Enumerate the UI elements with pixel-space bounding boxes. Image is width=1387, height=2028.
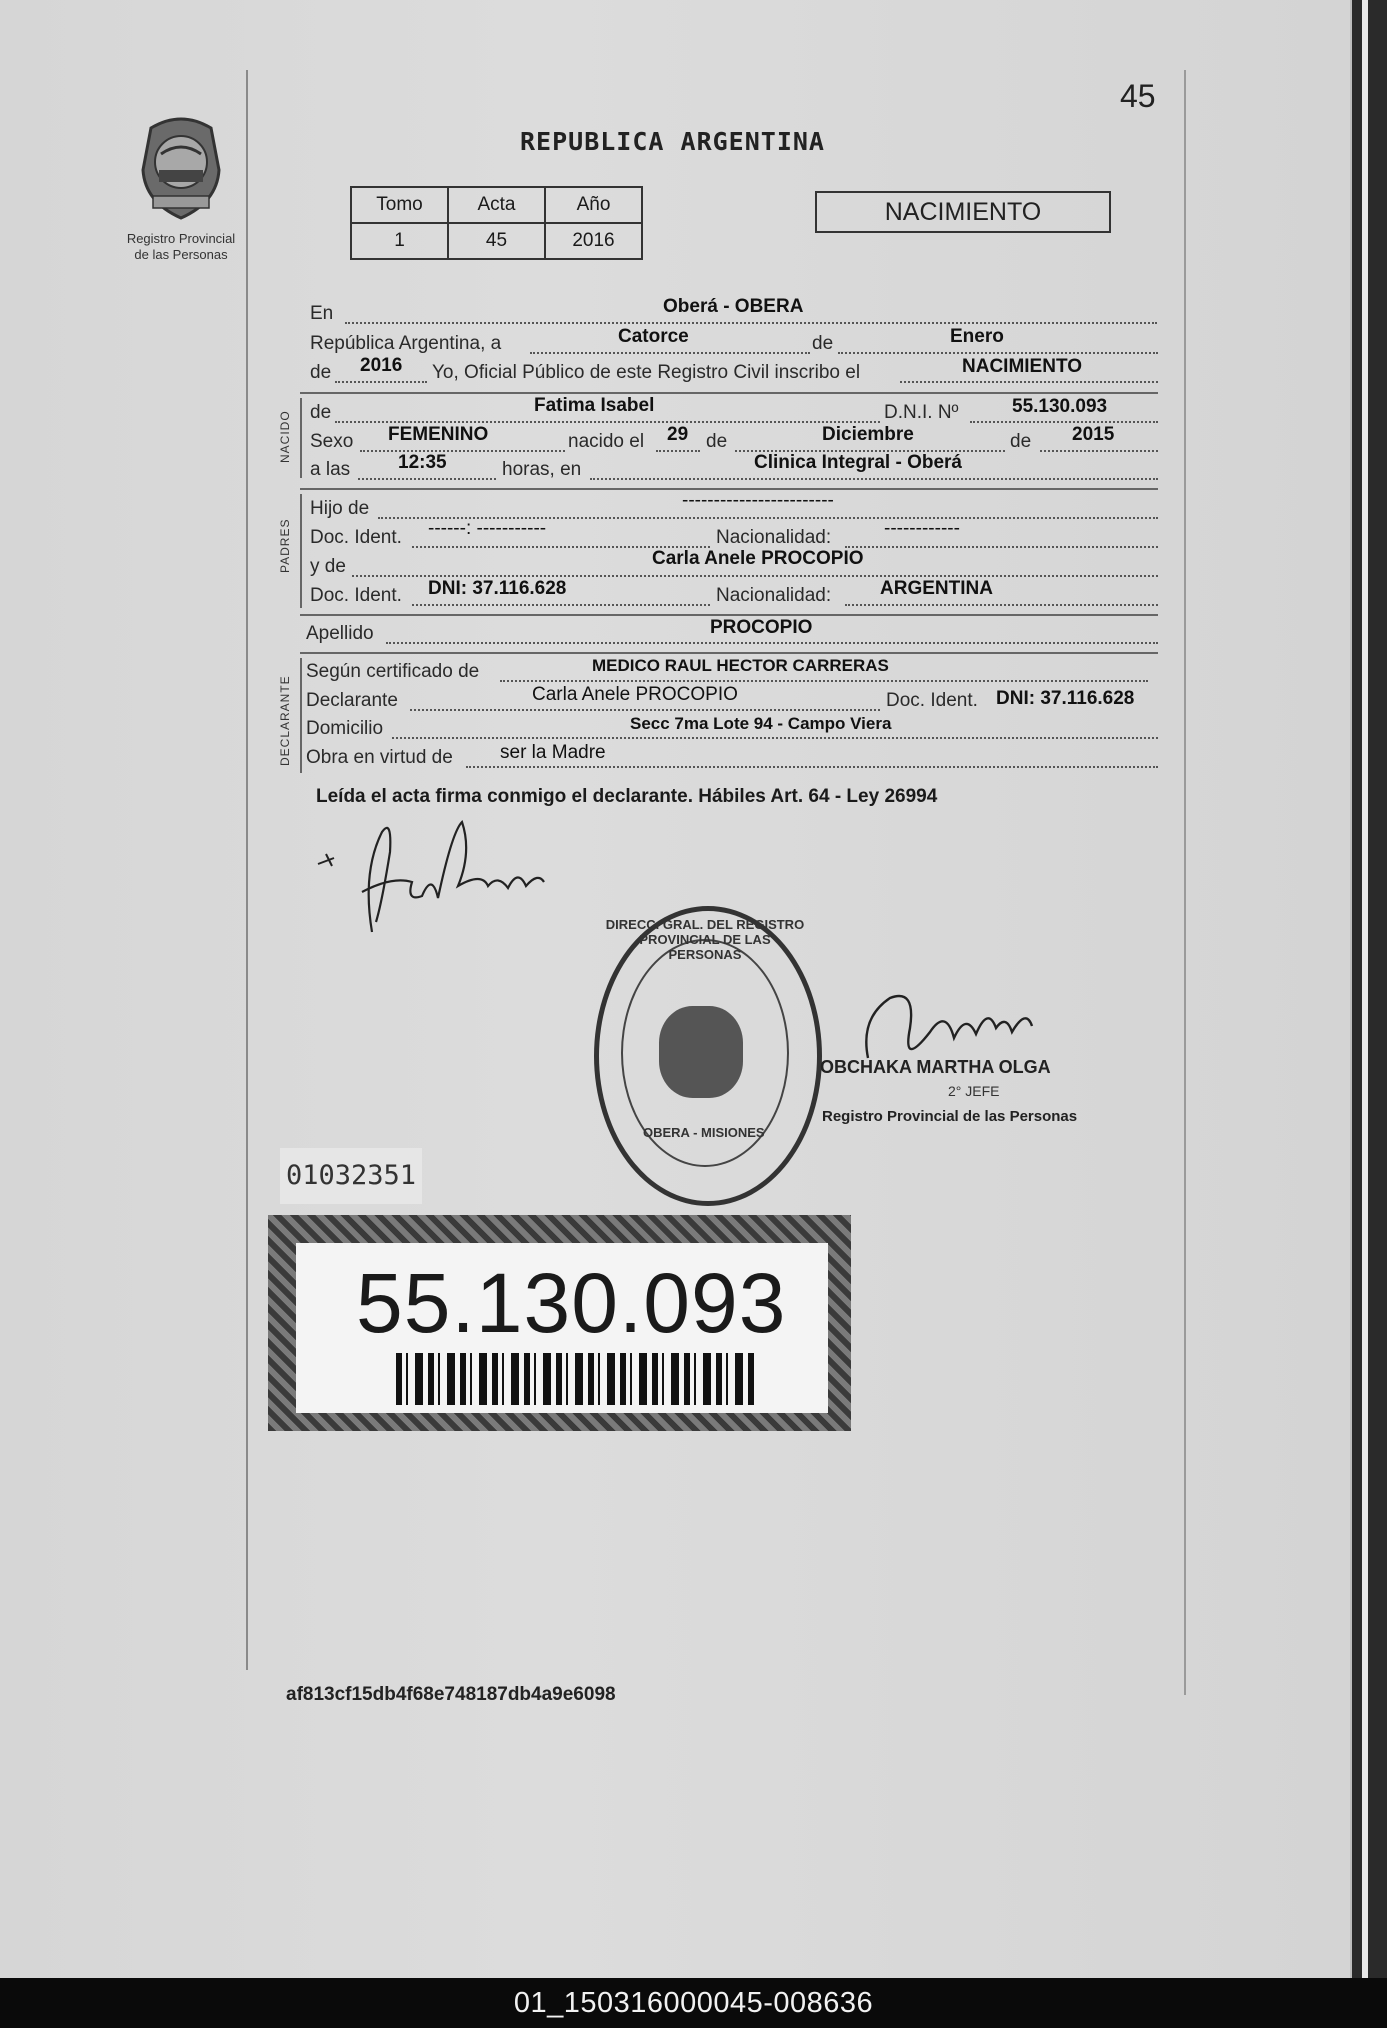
value-padre-doc: ------: -----------: [428, 518, 547, 539]
dotted-line: [358, 478, 496, 480]
value-anio-nacimiento: 2015: [1072, 424, 1115, 445]
label-nacionalidad: Nacionalidad:: [716, 527, 832, 548]
value-obra: ser la Madre: [500, 742, 606, 763]
page-edge-paper: [1362, 0, 1368, 1978]
label-de: de: [1010, 431, 1032, 452]
value-dni: 55.130.093: [1012, 396, 1108, 417]
label-horas-en: horas, en: [502, 459, 582, 480]
label-dni: D.N.I. Nº: [884, 402, 959, 423]
stamp-text-top: DIRECC. GRAL. DEL REGISTRO PROVINCIAL DE LAS PERSONAS: [605, 917, 805, 962]
value-anio-inscripcion: 2016: [360, 355, 403, 376]
barcode-inner: [296, 1243, 828, 1413]
dotted-line: [335, 381, 427, 383]
label-doc-ident: Doc. Ident.: [886, 690, 978, 711]
dotted-line: [845, 546, 1158, 548]
label-a-las: a las: [310, 459, 351, 480]
label-republica: República Argentina, a: [310, 333, 502, 354]
official-stamp: [594, 906, 822, 1206]
value-domicilio: Secc 7ma Lote 94 - Campo Viera: [630, 714, 892, 733]
value-declarante: Carla Anele PROCOPIO: [532, 684, 738, 705]
value-declarante-doc: DNI: 37.116.628: [996, 688, 1135, 709]
label-de: de: [310, 402, 332, 423]
dotted-line: [360, 450, 565, 452]
label-yo: Yo, Oficial Público de este Registro Civil inscribo el: [432, 362, 861, 383]
logo-caption-line2: de las Personas: [134, 247, 228, 262]
dotted-line: [386, 642, 1158, 644]
dotted-line: [1040, 450, 1158, 452]
section-divider: [300, 614, 1158, 616]
section-divider: [300, 392, 1158, 394]
barcode-number: 55.130.093: [356, 1256, 787, 1350]
dotted-line: [590, 478, 1158, 480]
section-bar: [300, 494, 302, 608]
label-declarante: Declarante: [306, 690, 398, 711]
registry-header-tomo: Tomo: [351, 187, 448, 223]
dotted-line: [410, 709, 880, 711]
label-de: de: [310, 362, 332, 383]
official-name: OBCHAKA MARTHA OLGA: [820, 1057, 1051, 1077]
registry-value-acta: 45: [448, 223, 545, 259]
act-type-box: NACIMIENTO: [815, 191, 1111, 233]
barcode-sticker: [268, 1215, 851, 1431]
label-nacido-el: nacido el: [568, 431, 645, 452]
dotted-line: [970, 421, 1158, 423]
barcode-bars-icon: [396, 1353, 756, 1405]
stamp-text-bottom: OBERA - MISIONES: [643, 1125, 765, 1140]
value-tipo-inscripcion: NACIMIENTO: [962, 356, 1082, 377]
dotted-line: [530, 352, 810, 354]
value-sexo: FEMENINO: [388, 424, 489, 445]
registry-header-acta: Acta: [448, 187, 545, 223]
value-padre-nacionalidad: ------------: [884, 518, 960, 539]
section-bar: [300, 398, 302, 478]
section-label-nacido: NACIDO: [278, 410, 292, 463]
label-en: En: [310, 303, 334, 324]
dotted-line: [656, 450, 700, 452]
dotted-line: [500, 680, 1148, 682]
value-apellido: PROCOPIO: [710, 617, 813, 638]
value-hora: 12:35: [398, 452, 447, 473]
dotted-line: [392, 737, 1158, 739]
dotted-line: [845, 604, 1158, 606]
serial-label: 01032351: [280, 1148, 422, 1204]
label-de: de: [812, 333, 834, 354]
label-y-de: y de: [310, 556, 346, 577]
right-margin-line: [1184, 70, 1186, 1695]
value-mes-nacimiento: Diciembre: [822, 424, 914, 445]
value-certificado: MEDICO RAUL HECTOR CARRERAS: [592, 656, 889, 675]
dotted-line: [412, 604, 710, 606]
registry-table: [350, 186, 643, 260]
logo-caption: [112, 231, 250, 263]
page-edge: [1352, 0, 1387, 1978]
label-obra: Obra en virtud de: [306, 747, 453, 768]
registry-value-tomo: 1: [351, 223, 448, 259]
label-sexo: Sexo: [310, 431, 354, 452]
logo-caption-line1: Registro Provincial: [126, 231, 236, 246]
dotted-line: [345, 322, 1157, 324]
stamp-crest-icon: [659, 1006, 743, 1098]
dotted-line: [352, 575, 1158, 577]
label-nacionalidad: Nacionalidad:: [716, 585, 832, 606]
official-office: Registro Provincial de las Personas: [822, 1108, 1078, 1125]
footer-id: 01_150316000045-008636: [0, 1978, 1387, 2028]
official-role: 2° JEFE: [948, 1083, 1000, 1099]
value-lugar-nacimiento: Clinica Integral - Oberá: [754, 452, 962, 473]
registry-value-anio: 2016: [545, 223, 642, 259]
section-label-declarante: DECLARANTE: [278, 675, 292, 766]
province-emblem-icon: [131, 110, 231, 222]
registry-header-anio: Año: [545, 187, 642, 223]
dotted-line: [466, 766, 1158, 768]
label-doc-ident: Doc. Ident.: [310, 585, 402, 606]
label-segun: Según certificado de: [306, 661, 480, 682]
value-lugar: Oberá - OBERA: [663, 296, 804, 317]
value-madre-doc: DNI: 37.116.628: [428, 578, 567, 599]
value-madre: Carla Anele PROCOPIO: [652, 548, 864, 569]
value-dia-nacimiento: 29: [667, 424, 689, 445]
label-de: de: [706, 431, 728, 452]
value-mes-inscripcion: Enero: [950, 326, 1004, 347]
closing-statement: Leída el acta firma conmigo el declarante. Hábiles Art. 64 - Ley 26994: [316, 786, 938, 807]
dotted-line: [900, 381, 1158, 383]
province-logo: [112, 110, 250, 263]
value-nombre: Fatima Isabel: [534, 395, 655, 416]
declarant-signature: [312, 812, 562, 942]
label-apellido: Apellido: [306, 623, 374, 644]
dotted-line: [335, 421, 880, 423]
document-title: REPUBLICA ARGENTINA: [520, 127, 825, 156]
section-label-padres: PADRES: [278, 518, 292, 573]
section-bar: [300, 658, 302, 773]
label-doc-ident: Doc. Ident.: [310, 527, 402, 548]
value-padre: ------------------------: [682, 490, 834, 511]
label-hijo-de: Hijo de: [310, 498, 370, 519]
value-madre-nacionalidad: ARGENTINA: [880, 578, 993, 599]
section-divider: [300, 652, 1158, 654]
value-dia-inscripcion: Catorce: [618, 326, 689, 347]
document-hash: af813cf15db4f68e748187db4a9e6098: [286, 1684, 616, 1705]
dotted-line: [838, 352, 1158, 354]
label-domicilio: Domicilio: [306, 718, 384, 739]
page-number: 45: [1120, 78, 1156, 114]
left-margin-line: [246, 70, 248, 1670]
